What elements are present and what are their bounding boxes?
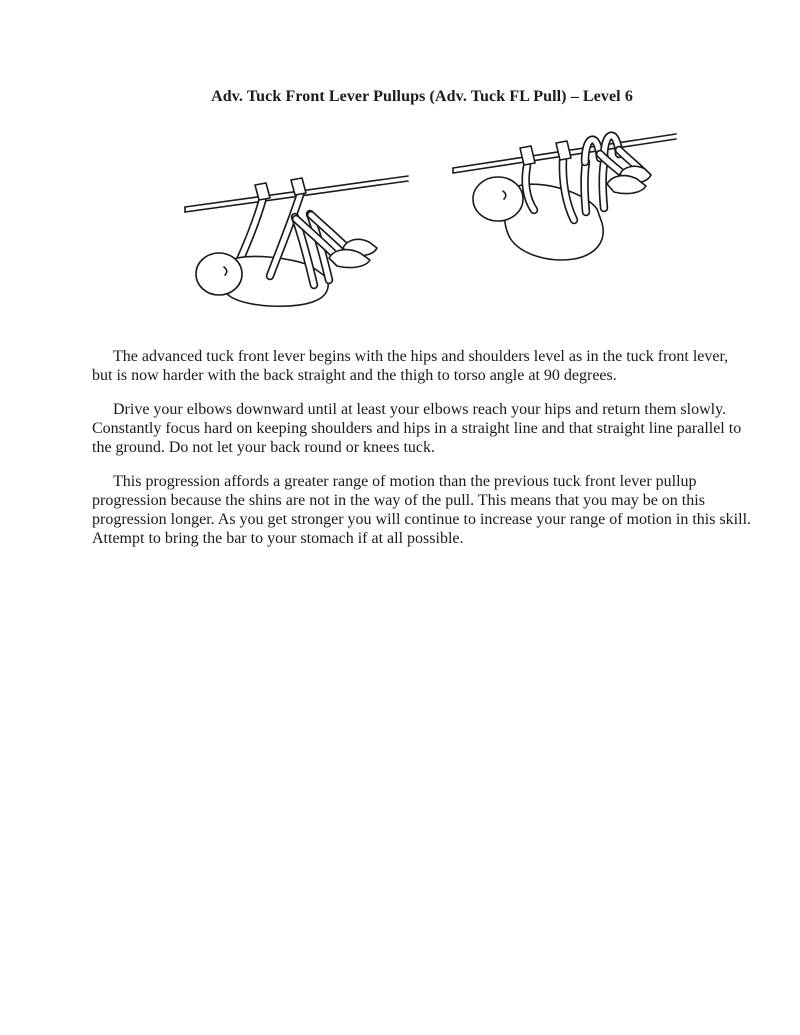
paragraph-2: Drive your elbows downward until at least your elbows reach your hips and return them slowly. Constantly focus hard on keeping shoulders and hips in a straight line and that straight line parallel to the ground. Do not let your back round or knees tuck. xyxy=(92,401,742,456)
paragraph-3: This progression affords a greater range of motion than the previous tuck front lever pullup progression because the shins are not in the way of the pull. This means that you may be on this progression longer. As you get stronger you will continue to increase your range of motion in this skill. Attempt to bring the bar to your stomach if at all possible. xyxy=(92,473,752,547)
adv-tuck-front-lever-hang-illustration xyxy=(183,170,411,310)
body-text xyxy=(92,347,752,563)
head-outline xyxy=(196,253,242,295)
head-outline xyxy=(473,177,523,221)
adv-tuck-front-lever-pullup-top-illustration xyxy=(450,122,680,267)
paragraph-1: The advanced tuck front lever begins with the hips and shoulders level as in the tuck front lever, but is now harder with the back straight and the thigh to torso angle at 90 degrees. xyxy=(92,348,729,384)
page-title: Adv. Tuck Front Lever Pullups (Adv. Tuck FL Pull) – Level 6 xyxy=(211,88,633,105)
